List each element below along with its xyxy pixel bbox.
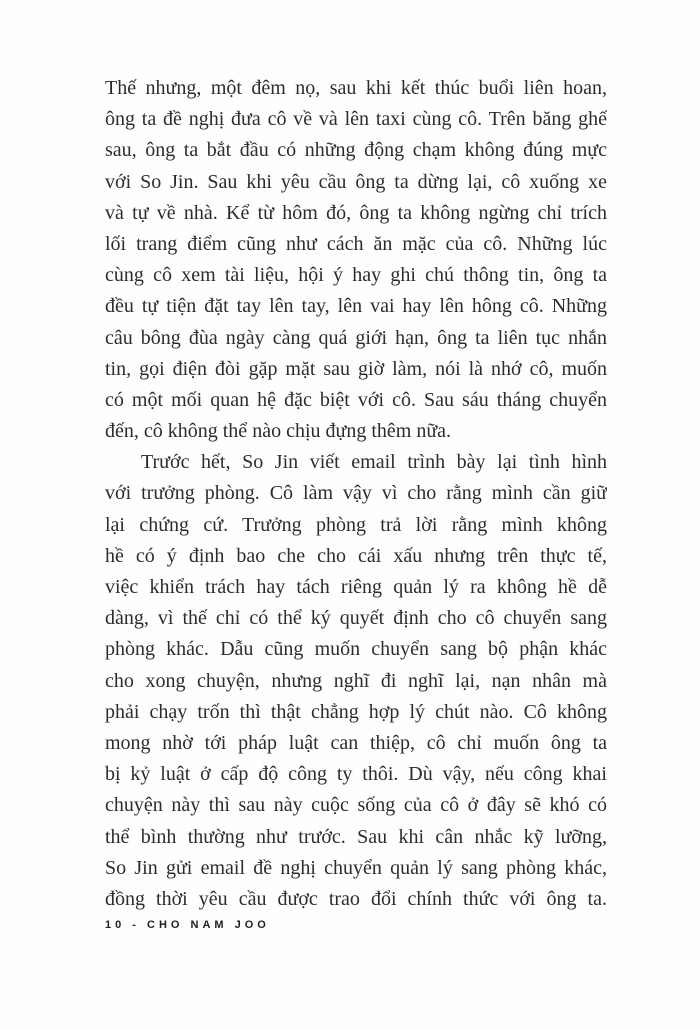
page-number-and-author: 10 - CHO NAM JOO [105,919,270,931]
text-line: mong nhờ tới pháp luật can thiệp, cô chỉ muốn ông ta [105,731,607,754]
text-line: Trước hết, So Jin viết email trình bày lại tình hình [141,451,607,474]
text-line: có một mối quan hệ đặc biệt với cô. Sau sáu tháng chuyển [105,388,607,411]
text-line: với So Jin. Sau khi yêu cầu ông ta dừng lại, cô xuống xe [105,170,607,193]
text-line: đều tự tiện đặt tay lên tay, lên vai hay lên hông cô. Những [105,295,607,318]
paragraph [105,447,607,915]
text-line: Thế nhưng, một đêm nọ, sau khi kết thúc buổi liên hoan, [105,77,607,99]
text-line: bị kỷ luật ở cấp độ công ty thôi. Dù vậy, nếu công khai [105,763,607,786]
text-line: việc khiển trách hay tách riêng quản lý ra không hề dễ [105,576,607,598]
page-text [105,73,607,915]
text-line: So Jin gửi email đề nghị chuyển quản lý sang phòng khác, [105,856,607,879]
paragraph [105,73,607,447]
text-line: cho xong chuyện, nhưng nghĩ đi nghĩ lại, nạn nhân mà [105,669,607,692]
text-line: đến, cô không thể nào chịu đựng thêm nữa. [105,420,452,443]
text-line: câu bông đùa ngày càng quá giới hạn, ông ta liên tục nhắn [105,326,607,349]
text-line: lại chứng cứ. Trưởng phòng trả lời rằng mình không [105,513,607,536]
text-line: ông ta đề nghị đưa cô về và lên taxi cùng cô. Trên băng ghế [105,108,607,131]
text-line: tin, gọi điện đòi gặp mặt sau giờ làm, nói là nhớ cô, muốn [105,357,607,380]
text-line: với trưởng phòng. Cô làm vậy vì cho rằng mình cần giữ [105,482,607,505]
text-line: sau, ông ta bắt đầu có những động chạm không đúng mực [105,139,607,162]
text-line: phải chạy trốn thì thật chẳng hợp lý chút nào. Cô không [105,700,607,723]
text-line: thể bình thường như trước. Sau khi cân nhắc kỹ lưỡng, [105,825,607,848]
text-line: dàng, vì thế chỉ có thể ký quyết định cho cô chuyển sang [105,607,607,630]
text-line: đồng thời yêu cầu được trao đổi chính thức với ông ta. [105,887,607,910]
text-line: hề có ý định bao che cho cái xấu nhưng trên thực tế, [105,544,607,567]
text-line: lối trang điểm cũng như cách ăn mặc của cô. Những lúc [105,232,607,255]
text-line: và tự về nhà. Kể từ hôm đó, ông ta không ngừng chỉ trích [105,201,607,224]
text-line: phòng khác. Dẫu cũng muốn chuyển sang bộ phận khác [105,638,607,661]
text-line: chuyện này thì sau này cuộc sống của cô ở đây sẽ khó có [105,794,607,817]
page-footer [105,919,270,931]
text-line: cùng cô xem tài liệu, hội ý hay ghi chú thông tin, ông ta [105,264,607,287]
